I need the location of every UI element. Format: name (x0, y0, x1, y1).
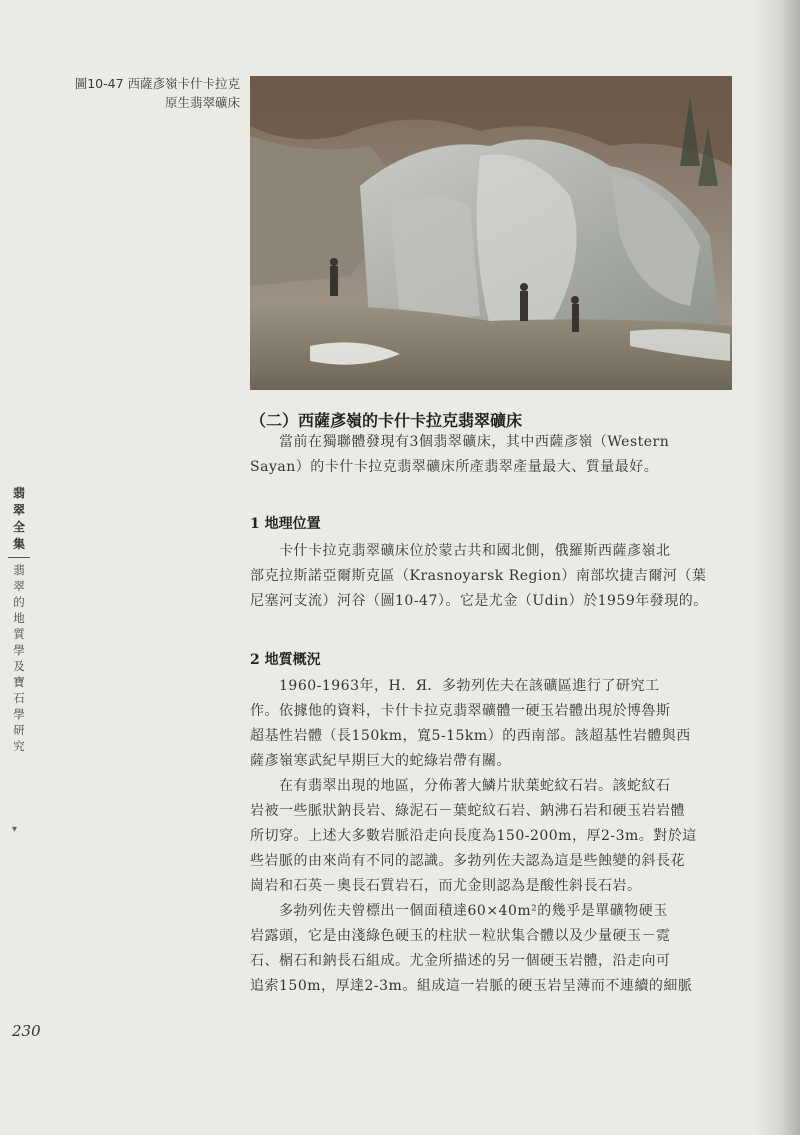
figure-caption-line: 圖10-47 西薩彥嶺卡什卡拉克 (74, 76, 240, 91)
sidebar-char: 的 (13, 595, 25, 609)
page-number: 230 (12, 1022, 41, 1040)
text-line: 些岩脈的由來尚有不同的認識。多勃列佐夫認為這是些蝕變的斜長花 (250, 853, 685, 869)
figure-caption-line: 原生翡翠礦床 (164, 95, 240, 110)
text-line: 尼塞河支流）河谷（圖10-47）。它是尤金（Udin）於1959年發現的。 (250, 593, 708, 609)
text-line: Sayan）的卡什卡拉克翡翠礦床所產翡翠產量最大、質量最好。 (250, 459, 659, 475)
text-line: 1960-1963年，H．Я．多勃列佐夫在該礦區進行了研究工 (250, 678, 660, 694)
mine-photo-illustration (250, 76, 732, 390)
text-line: 超基性岩體（長150km，寬5-15km）的西南部。該超基性岩體與西 (250, 728, 691, 744)
geology-paragraphs (250, 674, 732, 999)
sidebar-chapter-title (10, 562, 28, 754)
sidebar-char: 石 (13, 691, 25, 705)
text-line: 崗岩和石英－奧長石質岩石，而尤金則認為是酸性斜長石岩。 (250, 878, 642, 894)
sidebar-divider (8, 557, 30, 558)
sidebar-char: 地 (13, 611, 25, 625)
sidebar-char: 翠 (12, 503, 25, 517)
text-line: 岩被一些脈狀鈉長岩、綠泥石－葉蛇紋石岩、鈉沸石岩和硬玉岩岩體 (250, 803, 685, 819)
text-line: 卡什卡拉克翡翠礦床位於蒙古共和國北側，俄羅斯西薩彥嶺北 (250, 543, 671, 559)
sidebar-char: 全 (12, 520, 25, 534)
text-line: 部克拉斯諾亞爾斯克區（Krasnoyarsk Region）南部坎捷吉爾河（葉 (250, 568, 707, 584)
text-line: 薩彥嶺寒武紀早期巨大的蛇綠岩帶有關。 (250, 753, 511, 769)
sidebar-char: 研 (13, 723, 25, 737)
figure-caption (60, 74, 240, 112)
sidebar-char: 及 (13, 659, 25, 673)
sidebar-char: 集 (12, 537, 25, 551)
sidebar-char: 究 (13, 739, 25, 753)
sidebar-char: 翡 (12, 486, 25, 500)
page-edge-shadow (754, 0, 800, 1135)
text-line: 岩露頭，它是由淺綠色硬玉的柱狀－粒狀集合體以及少量硬玉－霓 (250, 928, 671, 944)
text-line: 多勃列佐夫曾標出一個面積達60×40m²的幾乎是單礦物硬玉 (250, 903, 668, 919)
text-line: 石、榍石和鈉長石組成。尤金所描述的另一個硬玉岩體，沿走向可 (250, 953, 671, 969)
intro-paragraph (250, 430, 732, 480)
sidebar-char: 質 (13, 627, 25, 641)
text-line: 作。依據他的資料，卡什卡拉克翡翠礦體一硬玉岩體出現於博魯斯 (250, 703, 671, 719)
sidebar-char: 寶 (13, 675, 25, 689)
section-title: （二）西薩彥嶺的卡什卡拉克翡翠礦床 (250, 411, 523, 430)
text-line: 在有翡翠出現的地區，分佈著大鱗片狀葉蛇紋石岩。該蛇紋石 (250, 778, 671, 794)
subsection-heading-location: 1 地理位置 (250, 516, 321, 532)
figure-photo (250, 76, 732, 390)
subsection-heading-geology: 2 地質概況 (250, 652, 321, 668)
sidebar-char: 翡 (13, 563, 25, 577)
text-line: 所切穿。上述大多數岩脈沿走向長度為150-200m，厚2-3m。對於這 (250, 828, 697, 844)
sidebar-marker-icon: ▾ (12, 824, 18, 835)
text-line: 追索150m，厚達2-3m。組成這一岩脈的硬玉岩呈薄而不連續的細脈 (250, 978, 693, 994)
text-line: 當前在獨聯體發現有3個翡翠礦床，其中西薩彥嶺（Western (250, 434, 670, 450)
sidebar-char: 學 (13, 643, 25, 657)
sidebar-char: 翠 (13, 579, 25, 593)
sidebar-char: 學 (13, 707, 25, 721)
sidebar-book-title (10, 485, 28, 553)
location-paragraph (250, 539, 732, 614)
